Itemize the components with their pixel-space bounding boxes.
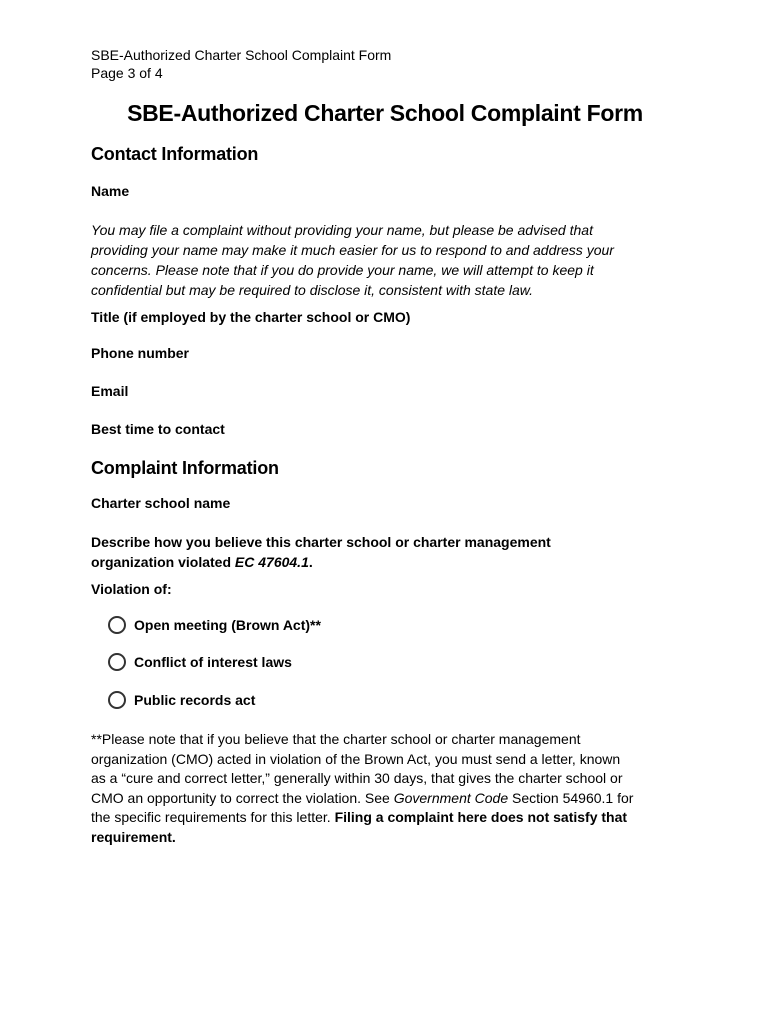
- note-warning-text: requirement.: [91, 828, 176, 845]
- note-text: Section 54960.1 for: [508, 789, 634, 806]
- radio-circle-icon[interactable]: [108, 616, 126, 634]
- description-text: organization violated: [91, 554, 235, 570]
- page-title: SBE-Authorized Charter School Complaint Form: [127, 100, 643, 126]
- phone-number-label: Phone number: [91, 345, 190, 361]
- running-header-title: SBE-Authorized Charter School Complaint Form: [91, 47, 392, 63]
- radio-circle-icon[interactable]: [108, 691, 126, 709]
- note-warning-text: Filing a complaint here does not satisfy that: [334, 809, 628, 825]
- note-text: the specific requirements for this letter.: [91, 809, 335, 825]
- best-time-label: Best time to contact: [91, 421, 225, 437]
- description-line: Describe how you believe this charter school or charter management: [91, 534, 551, 550]
- note-line: **Please note that if you believe that the charter school or charter management: [91, 731, 581, 747]
- name-note-line: providing your name may make it much easier for us to respond to and address your: [91, 242, 614, 258]
- radio-open-meeting[interactable]: [108, 613, 321, 637]
- radio-public-records[interactable]: [108, 688, 255, 712]
- description-line: [91, 552, 551, 572]
- radio-circle-icon[interactable]: [108, 653, 126, 671]
- page-number: Page 3 of 4: [91, 65, 163, 81]
- complaint-information-heading: Complaint Information: [91, 458, 279, 478]
- contact-information-heading: Contact Information: [91, 144, 259, 164]
- email-label: Email: [91, 383, 129, 399]
- note-line: [91, 789, 691, 809]
- name-label: Name: [91, 183, 130, 199]
- name-privacy-note: [91, 220, 671, 300]
- violation-of-label: Violation of:: [91, 581, 172, 597]
- note-line: as a “cure and correct letter,” generally within 30 days, that gives the charter school or: [91, 770, 623, 786]
- charter-school-name-label: Charter school name: [91, 495, 231, 511]
- note-line: organization (CMO) acted in violation of the Brown Act, you must send a letter, known: [91, 750, 621, 767]
- radio-label: Public records act: [134, 692, 256, 708]
- title-label: Title (if employed by the charter school or CMO): [91, 309, 411, 325]
- radio-label: Conflict of interest laws: [134, 654, 292, 670]
- government-code-reference: Government Code: [393, 789, 509, 806]
- ec-code-reference: EC 47604.1: [234, 554, 309, 570]
- description-period: .: [308, 554, 313, 570]
- name-note-line: You may file a complaint without providing your name, but please be advised that: [91, 222, 593, 238]
- radio-conflict-of-interest[interactable]: [108, 650, 292, 674]
- name-note-line: confidential but may be required to disclose it, consistent with state law.: [91, 282, 534, 298]
- name-note-line: concerns. Please note that if you do provide your name, we will attempt to keep it: [91, 262, 594, 278]
- note-line: [91, 808, 691, 828]
- brown-act-note: [91, 730, 691, 847]
- violation-description-label: [91, 532, 551, 572]
- note-text: CMO an opportunity to correct the violation. See: [91, 789, 394, 806]
- radio-label: Open meeting (Brown Act)**: [134, 617, 321, 633]
